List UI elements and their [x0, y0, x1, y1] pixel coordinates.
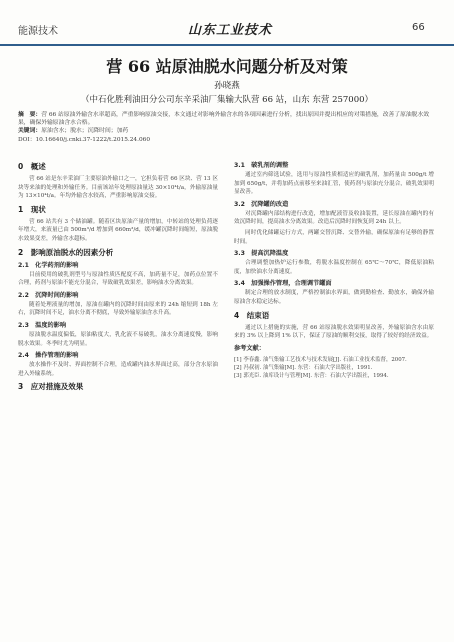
subsection-heading: 2.2 沉降时间的影响: [18, 291, 79, 299]
body-paragraph: 制定合理的放水制度，严格控制油水界面，做到勤检查、勤放水，确保外输原油含水稳定达标。: [234, 290, 434, 305]
author-name: 孙晓燕: [214, 81, 240, 91]
journal-name: 山东工业技术: [188, 23, 273, 38]
body-paragraph: 同时优化储罐运行方式，两罐交替沉降、交替外输，确保原油有足够的静置时间。: [234, 229, 434, 245]
author-affiliation: （中石化胜利油田分公司东辛采油厂集输大队营 66 站，山东 东营 257000）: [80, 95, 374, 105]
subsection-heading: 2.3 温度的影响: [18, 321, 67, 329]
body-paragraph: 随着处理液量的增加，原油在罐内的沉降时间由原来的 24h 缩短到 18h 左右，沉降时间不足，油水分离不彻底，导致外输原油含水升高。: [18, 301, 218, 317]
subsection-heading: 3.3 提高沉降温度: [234, 250, 289, 258]
subsection-heading: 2.1 化学药剂的影响: [18, 261, 79, 269]
section-heading: 0 概述: [18, 162, 46, 171]
references-heading: 参考文献：: [234, 344, 265, 352]
reference-item: [1] 李春鑫. 油气集输工艺技术与技术发展[J]. 石油工业技术监督，2007.: [234, 356, 407, 363]
keywords-label: 关键词：: [18, 128, 42, 135]
section-heading: 2 影响原油脱水的因素分析: [18, 247, 114, 257]
article-title: 营 66 站原油脱水问题分析及对策: [106, 57, 348, 76]
body-paragraph: 对沉降罐内部结构进行改造，增加配液管及收油装置，延长原油在罐内的有效沉降时间，提高油水分离效果。改造后沉降时间恢复到 24h 以上。: [234, 210, 434, 226]
body-paragraph: 通过以上措施的实施，营 66 站原油脱水效果明显改善，外输原油含水由原来的 3% 以上降到 1% 以下，保证了原油的顺利交接，取得了较好的经济效益。: [234, 324, 434, 340]
abstract-block: [18, 111, 438, 144]
right-column: [234, 158, 434, 380]
body-paragraph: 营 66 站共有 3 个储油罐。随着区块原油产量的增加，中转站的处理负荷逐年增大，来液量已由 500m³/d 增加到 660m³/d，缓冲罐沉降时间缩短，原油脱水效果变差，外输含水超标。: [18, 218, 218, 242]
reference-item: [3] 郭光臣. 油库设计与管理[M]. 东营：石油大学出版社，1994.: [234, 372, 389, 379]
body-paragraph: 目前使用的破乳剂型号与原油性质匹配度不高，加药量不足，加药点位置不合理，药剂与原油不能充分混合，导致破乳效果差，影响油水分离效果。: [18, 271, 218, 287]
body-paragraph: 通过室内筛选试验，选用与原油性质相适应的破乳剂，加药量由 500g/t 增加到 650g/t，并将加药点前移至来油汇管，使药剂与原油充分混合，破乳效果明显改善。: [234, 172, 434, 196]
abstract-text: 营 66 站原油外输含水率超高，严重影响原油交接，本文通过对影响外输含水的各项因素进行分析，找出原因并提出相应的对策措施，改善了原油脱水效果，确保外输原油含水合格。: [18, 112, 430, 127]
body-paragraph: 合理调整加热炉运行参数，将脱水温度控制在 65℃～70℃，降低原油粘度，加快油水分离速度。: [234, 260, 434, 275]
section-label: 能源技术: [18, 26, 58, 37]
subsection-heading: 3.2 沉降罐的改造: [234, 200, 289, 208]
subsection-heading: 2.4 操作管理的影响: [18, 352, 79, 360]
keywords-text: 原油含水；脱水；沉降时间；加药: [41, 128, 129, 135]
keywords-line: [18, 127, 438, 135]
reference-item: [2] 冯叔初. 油气集输[M]. 东营：石油大学出版社，1991.: [234, 364, 373, 371]
references-list: [234, 356, 434, 380]
body-paragraph: 放水操作不及时、界面控制不合理，造成罐内油水界面过高，部分含水原油进入外输系统。: [18, 362, 218, 377]
body-paragraph: 原油脱水温度偏低，原油粘度大，乳化液不易破乳，油水分离速度慢，影响脱水效果。冬季时尤为明显。: [18, 331, 218, 347]
left-column: [18, 158, 218, 395]
subsection-heading: 3.4 加强操作管理，合理调节罐面: [234, 280, 332, 288]
page-number: 66: [412, 22, 425, 33]
page-header: [0, 0, 454, 46]
section-heading: 4 结束语: [234, 310, 270, 320]
abstract-paragraph: [18, 111, 438, 127]
section-heading: 3 应对措施及效果: [18, 382, 84, 392]
body-paragraph: 营 66 站是东辛采油厂主要原油外输口之一，它担负着营 66 区块、营 13 区块等来油的处理和外输任务。目前该站年处理原油量达 30×10⁴t/a，外输原油量为 13×10⁴t/a。年均外输含水较高，严重影响原油交接。: [18, 176, 218, 200]
doi-line: DOI：10.16640/j.cnki.37-1222/t.2015.24.060: [18, 136, 151, 143]
section-heading: 1 现状: [18, 204, 46, 214]
subsection-heading: 3.1 破乳剂的调整: [234, 162, 289, 169]
abstract-label: 摘 要：: [18, 112, 42, 118]
